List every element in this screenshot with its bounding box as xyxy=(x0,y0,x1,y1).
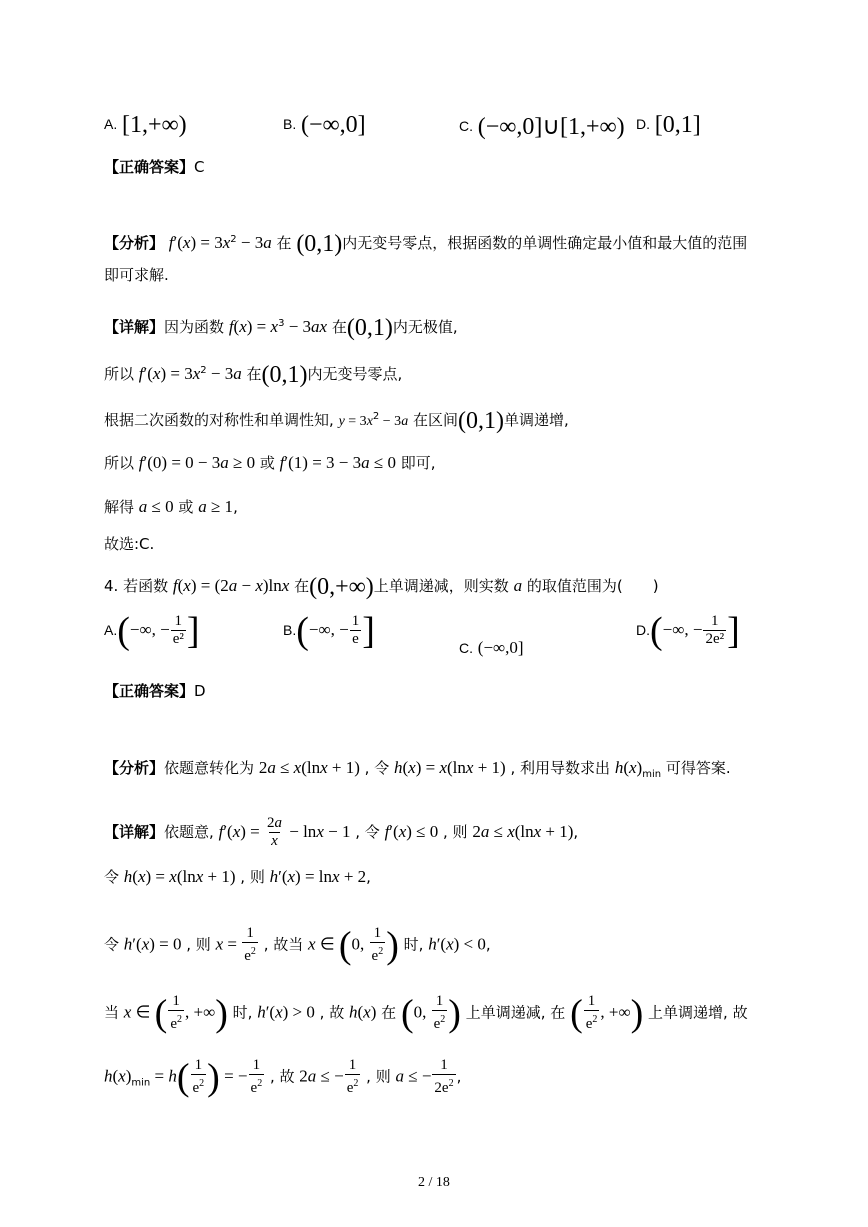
q3-detail-line5: 解得 a ≤ 0 或 a ≥ 1, xyxy=(104,497,238,516)
q3-option-a: A. [1,+∞) xyxy=(104,112,187,138)
q3-analysis-cont: 即可求解. xyxy=(104,266,169,284)
q4-stem: 4. 若函数 f(x) = (2a − x)lnx 在(0,+∞)上单调递减，则实数 a 的取值范围为( ) xyxy=(104,574,659,600)
q4-option-a: A.(−∞, − $\frac{1}{\text{e²}}$ ] xyxy=(104,610,200,652)
q4-option-c: C. (−∞,0] xyxy=(459,638,524,657)
page-number: 2 / 18 xyxy=(418,1175,450,1190)
q4-answer: 【正确答案】D xyxy=(104,682,206,700)
q3-detail-line6: 故选:C. xyxy=(104,535,155,553)
q3-detail-line4: 所以 f′(0) = 0 − 3a ≥ 0 或 f′(1) = 3 − 3a ≤ 0 即可, xyxy=(104,453,436,472)
q3-answer: 【正确答案】C xyxy=(104,158,205,176)
q3-option-d: D. [0,1] xyxy=(636,112,701,138)
q3-detail-line2: 所以 $f'(x) = 3x^2 - 3a$ 在(0,1)内无变号零点, xyxy=(104,362,403,388)
q3-analysis: 【分析】 $f'(x) = 3x^2 - 3a$ 在 (0,1)内无变号零点，根据函数的单调性确定最小值和最大值的范围 xyxy=(104,231,748,257)
q4-detail-line1: 【详解】依题意, f′(x) = $\frac{2a}{x}$ − lnx − 1 , 令 f′(x) ≤ 0 , 则 2a ≤ x(lnx + 1), xyxy=(104,815,579,849)
q4-option-d: D.(−∞, − $\frac{1}{\text{2e²}}$ ] xyxy=(636,610,740,652)
q4-detail-line3: 令 h′(x) = 0 , 则 x = $\frac{1}{e^2}$ , 故当 x ∈ (0, $\frac{1}{e^2}$ ) 时, h′(x) < 0, xyxy=(104,924,491,967)
q4-option-b: B.(−∞, − $\frac{1}{e}$ ] xyxy=(283,610,375,652)
q4-analysis: 【分析】依题意转化为 2a ≤ x(lnx + 1) , 令 h(x) = x(lnx + 1) , 利用导数求出 $h(x)_{min}$ 可得答案. xyxy=(104,758,731,780)
q4-detail-line4: 当 x ∈ ( $\frac{1}{e^2}$ , +∞) 时, h′(x) > 0 , 故 h(x) 在 (0, $\frac{1}{e^2}$ ) 上单调递减, 在 ( $\frac{1}{e^2}$ , +∞) 上单调递增, 故 xyxy=(104,992,748,1035)
q3-detail-line1: 【详解】因为函数 $f(x) = x^3 - 3ax$ 在(0,1)内无极值, xyxy=(104,315,458,341)
q4-detail-line5: $h(x)_{min} = h$( $\frac{1}{e^2}$ ) = − $\frac{1}{e^2}$ , 故 2a ≤ − $\frac{1}{e^2}$ , 则 a ≤ − $\frac{1}{2e^2}$ , xyxy=(104,1056,462,1099)
q3-detail-line3: 根据二次函数的对称性和单调性知, $y = 3x^2 - 3a$ 在区间(0,1)单调递增, xyxy=(104,408,569,434)
q4-detail-line2: 令 h(x) = x(lnx + 1) , 则 h′(x) = lnx + 2, xyxy=(104,867,371,886)
q3-option-b: B. (−∞,0] xyxy=(283,112,366,138)
q3-option-c: C. (−∞,0]∪[1,+∞) xyxy=(459,114,625,140)
